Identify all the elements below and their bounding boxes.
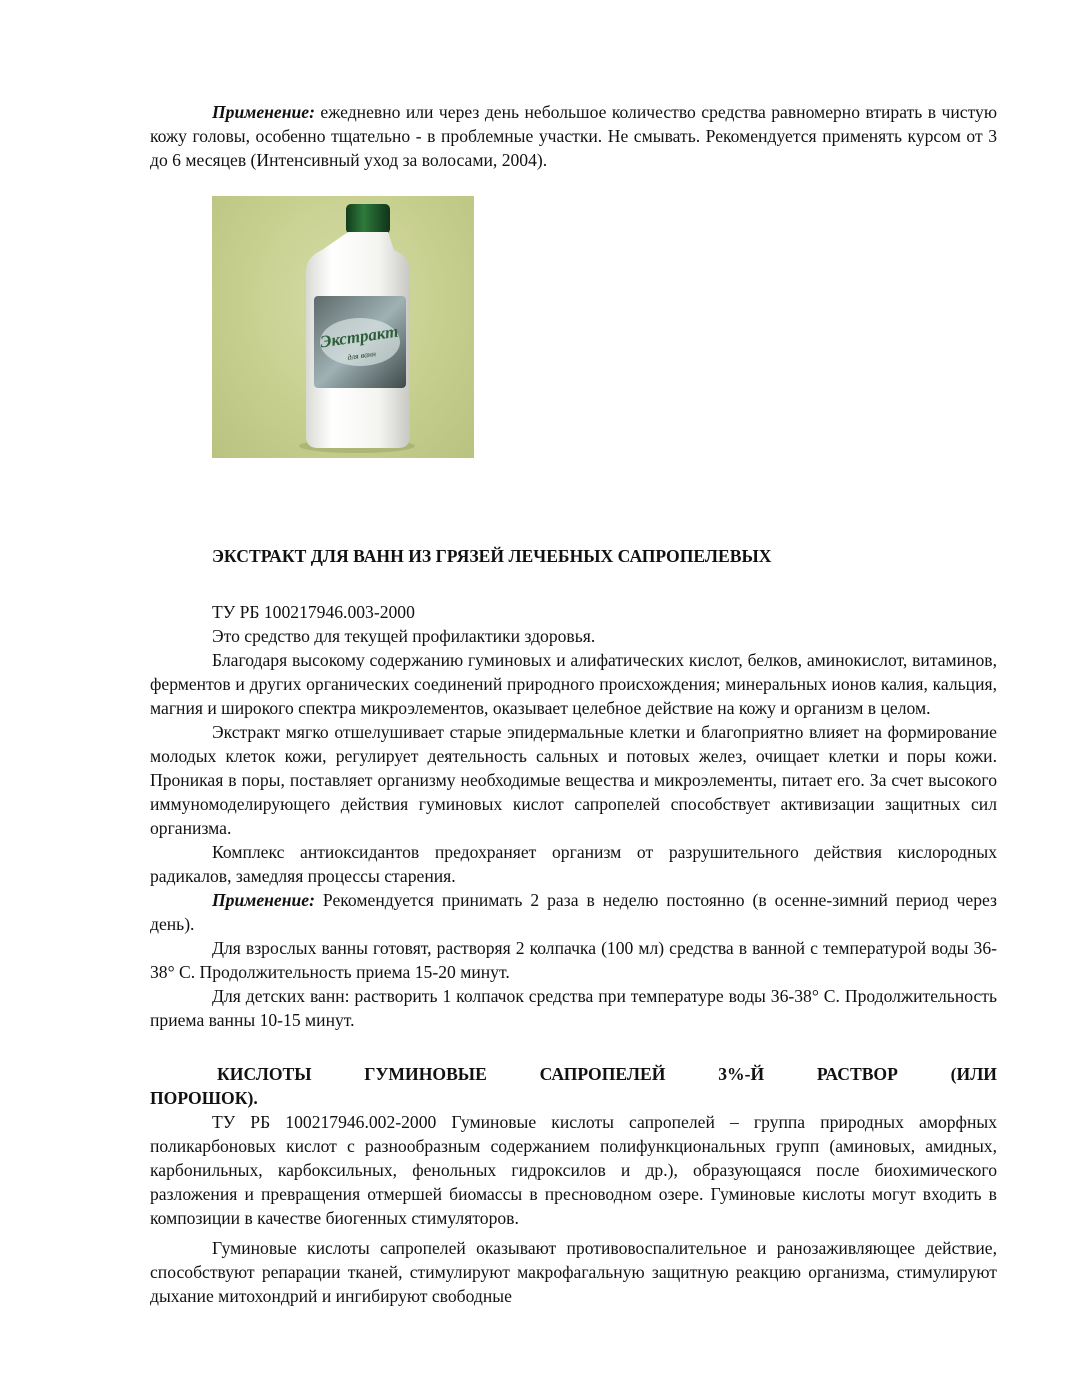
section1-usage-text: Рекомендуется принимать 2 раза в неделю постоянно (в осенне-зимний период через день). [150,890,997,934]
section1-usage [150,888,997,936]
bottle-label-subtitle: для ванн [346,349,377,362]
section1-paragraph-3: Экстракт мягко отшелушивает старые эпидермальные клетки и благоприятно влияет на формирование молодых клеток кожи, регулирует деятельность сальных и потовых желез, очищает клетки и поры кожи. Проникая в поры, поставляет организму необходимые вещества и микроэлементы, питает его. За счет высокого иммуномоделирующего действия гуминовых кислот сапропелей способствует активизации защитных сил организма. [150,722,997,838]
section1-paragraph-4: Комплекс антиоксидантов предохраняет организм от разрушительного действия кислородных радикалов, замедляя процессы старения. [150,842,997,886]
section2-paragraph-2: Гуминовые кислоты сапропелей оказывают противовоспалительное и ранозаживляющее действие, способствуют репарации тканей, стимулируют макрофагальную защитную реакцию организма, стимулируют дыхание митохондрий и ингибируют свободные [150,1238,997,1306]
intro-usage-label: Применение: [212,102,315,122]
section1-code: ТУ РБ 100217946.003-2000 [212,602,415,622]
section1-paragraph-2: Благодаря высокому содержанию гуминовых и алифатических кислот, белков, аминокислот, витаминов, ферментов и других органических соединений природного происхождения; минеральных ионов калия, кальция, магния и широкого спектра микроэлементов, оказывает целебное действие на кожу и организм в целом. [150,650,997,718]
section2-heading: КИСЛОТЫ ГУМИНОВЫЕ САПРОПЕЛЕЙ 3%-Й РАСТВОР (ИЛИ ПОРОШОК). [150,1064,997,1108]
section1-paragraph-1: Это средство для текущей профилактики здоровья. [212,626,596,646]
intro-paragraph [150,100,997,172]
section1-paragraph-6: Для детских ванн: растворить 1 колпачок средства при температуре воды 36-38° С. Продолжительность приема ванны 10-15 минут. [150,986,997,1030]
section1-heading: ЭКСТРАКТ ДЛЯ ВАНН ИЗ ГРЯЗЕЙ ЛЕЧЕБНЫХ САПРОПЕЛЕВЫХ [212,546,772,566]
section1-paragraph-5: Для взрослых ванны готовят, растворяя 2 колпачка (100 мл) средства в ванной с температурой воды 36-38° С. Продолжительность приема 15-20 минут. [150,938,997,982]
document-page [150,100,997,1308]
intro-usage-text: ежедневно или через день небольшое количество средства равномерно втирать в чистую кожу головы, особенно тщательно - в проблемные участки. Не смывать. Рекомендуется применять курсом от 3 до 6 месяцев (Интенсивный уход за волосами, 2004). [150,102,997,170]
section1-usage-label: Применение: [212,890,315,910]
section2-paragraph-1: ТУ РБ 100217946.002-2000 Гуминовые кислоты сапропелей – группа природных аморфных поликарбоновых кислот с разнообразным содержанием полифункциональных групп (аминовых, амидных, карбонильных, карбоксильных, фенольных гидроксилов и др.), образующаяся после биохимического разложения и превращения отмершей биомассы в пресноводном озере. Гуминовые кислоты могут входить в композиции в качестве биогенных стимуляторов. [150,1112,997,1228]
bottle-label-title: Экстракт [319,321,400,352]
